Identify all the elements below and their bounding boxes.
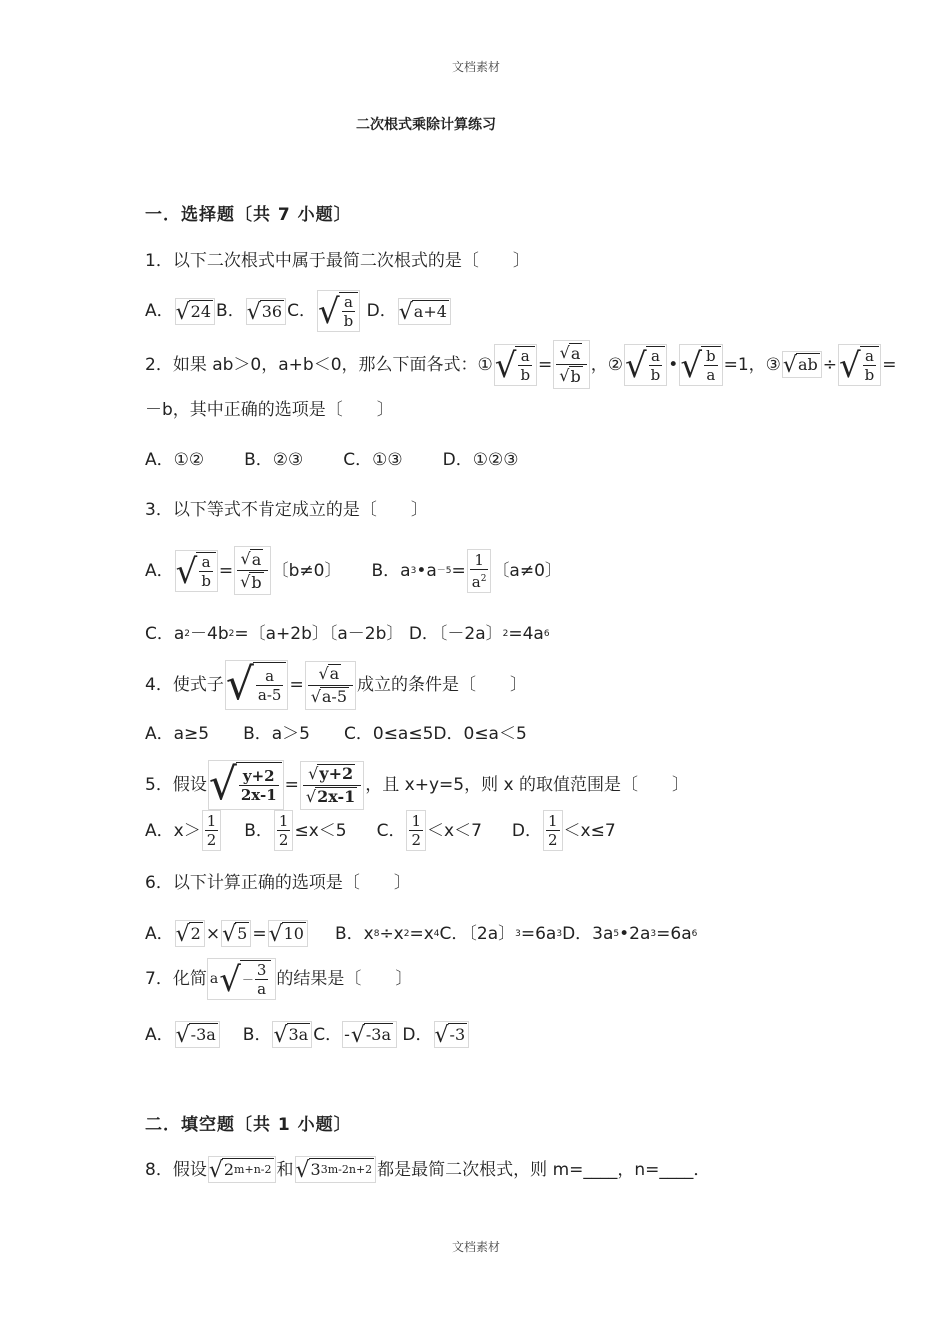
question-4-stem: 4．使式子 √ $\frac{a}{a-5}$ = √ a √ a-5 成立的条件是〔 〕: [145, 659, 528, 710]
question-3-options-cd: C．a 2 －4b 2 =〔a+2b〕〔a－2b〕 D．〔－2a〕 2 =4a 6: [145, 624, 550, 644]
question-4-options: A．a≥5 B．a＞5 C．0≤a≤5D．0≤a＜5: [145, 724, 527, 744]
question-7-options: A． √ -3a B． √ 3a C． - √ -3a D． √ -3: [145, 1021, 470, 1048]
question-7-stem: 7．化简 a √ － $\frac{3}{a}$ 的结果是〔 〕: [145, 960, 413, 1000]
question-1-options: A． √ 24 B． √ 36 C． √ $\frac{a}{b}$ D． √ a+4: [145, 290, 452, 332]
section-1-heading: 一．选择题〔共 7 小题〕: [145, 205, 352, 225]
question-3-stem: 3．以下等式不肯定成立的是〔 〕: [145, 500, 428, 520]
question-3-options-ab: A． √ $\frac{a}{b}$ = √ a √ b 〔b≠0〕 B．a 3 •a －5 = $\frac{1}{a^2}$ 〔a≠0〕: [145, 546, 562, 595]
page-footer: 文档素材: [452, 1240, 501, 1254]
page-header: 文档素材: [452, 60, 501, 74]
question-2-options: A．①② B．②③ C．①③ D．①②③: [145, 450, 519, 470]
question-2-continued: －b，其中正确的选项是〔 〕: [145, 400, 394, 420]
section-2-heading: 二．填空题〔共 1 小题〕: [145, 1115, 352, 1135]
question-5-stem: 5．假设 √ $\frac{y+2}{2x-1}$ = √ y+2 √ 2x-1 ，且 x+y=5，则 x 的取值范围是〔 〕: [145, 759, 689, 810]
question-6-stem: 6．以下计算正确的选项是〔 〕: [145, 873, 411, 893]
question-1-stem: 1．以下二次根式中属于最简二次根式的是〔 〕: [145, 251, 530, 271]
page-title: 二次根式乘除计算练习: [356, 117, 496, 133]
radical: √ 36: [246, 298, 286, 325]
question-2-stem: 2．如果 ab＞0，a+b＜0，那么下面各式：① √ $\frac{a}{b}$ = √ a √ b ，② √ $\frac{a}{b}$ • √ $\frac{b}{a}$ =1，③ √ ab ÷ √ $\frac{a}{b}$ =: [145, 340, 897, 389]
radical: √ 24: [175, 298, 215, 325]
radical-fraction: √ $\frac{a}{b}$: [317, 290, 360, 332]
question-5-options: A．x＞ $\frac{1}{2}$ B． $\frac{1}{2}$ ≤x＜5 C． $\frac{1}{2}$ ＜x＜7 D． $\frac{1}{2}$ ＜x≤7: [145, 812, 616, 849]
question-6-options: A． √ 2 × √ 5 = √ 10 B．x 8 ÷x 2 =x 4 C．〔2a〕 3 =6a 3 D．3a 5 •2a 3 =6a 6: [145, 922, 698, 947]
radical: √ a+4: [398, 298, 451, 325]
question-8-stem: 8．假设 √ 2 m+n-2 和 √ 3 3m-2n+2 都是最简二次根式，则 m=____，n=____．: [145, 1158, 711, 1183]
